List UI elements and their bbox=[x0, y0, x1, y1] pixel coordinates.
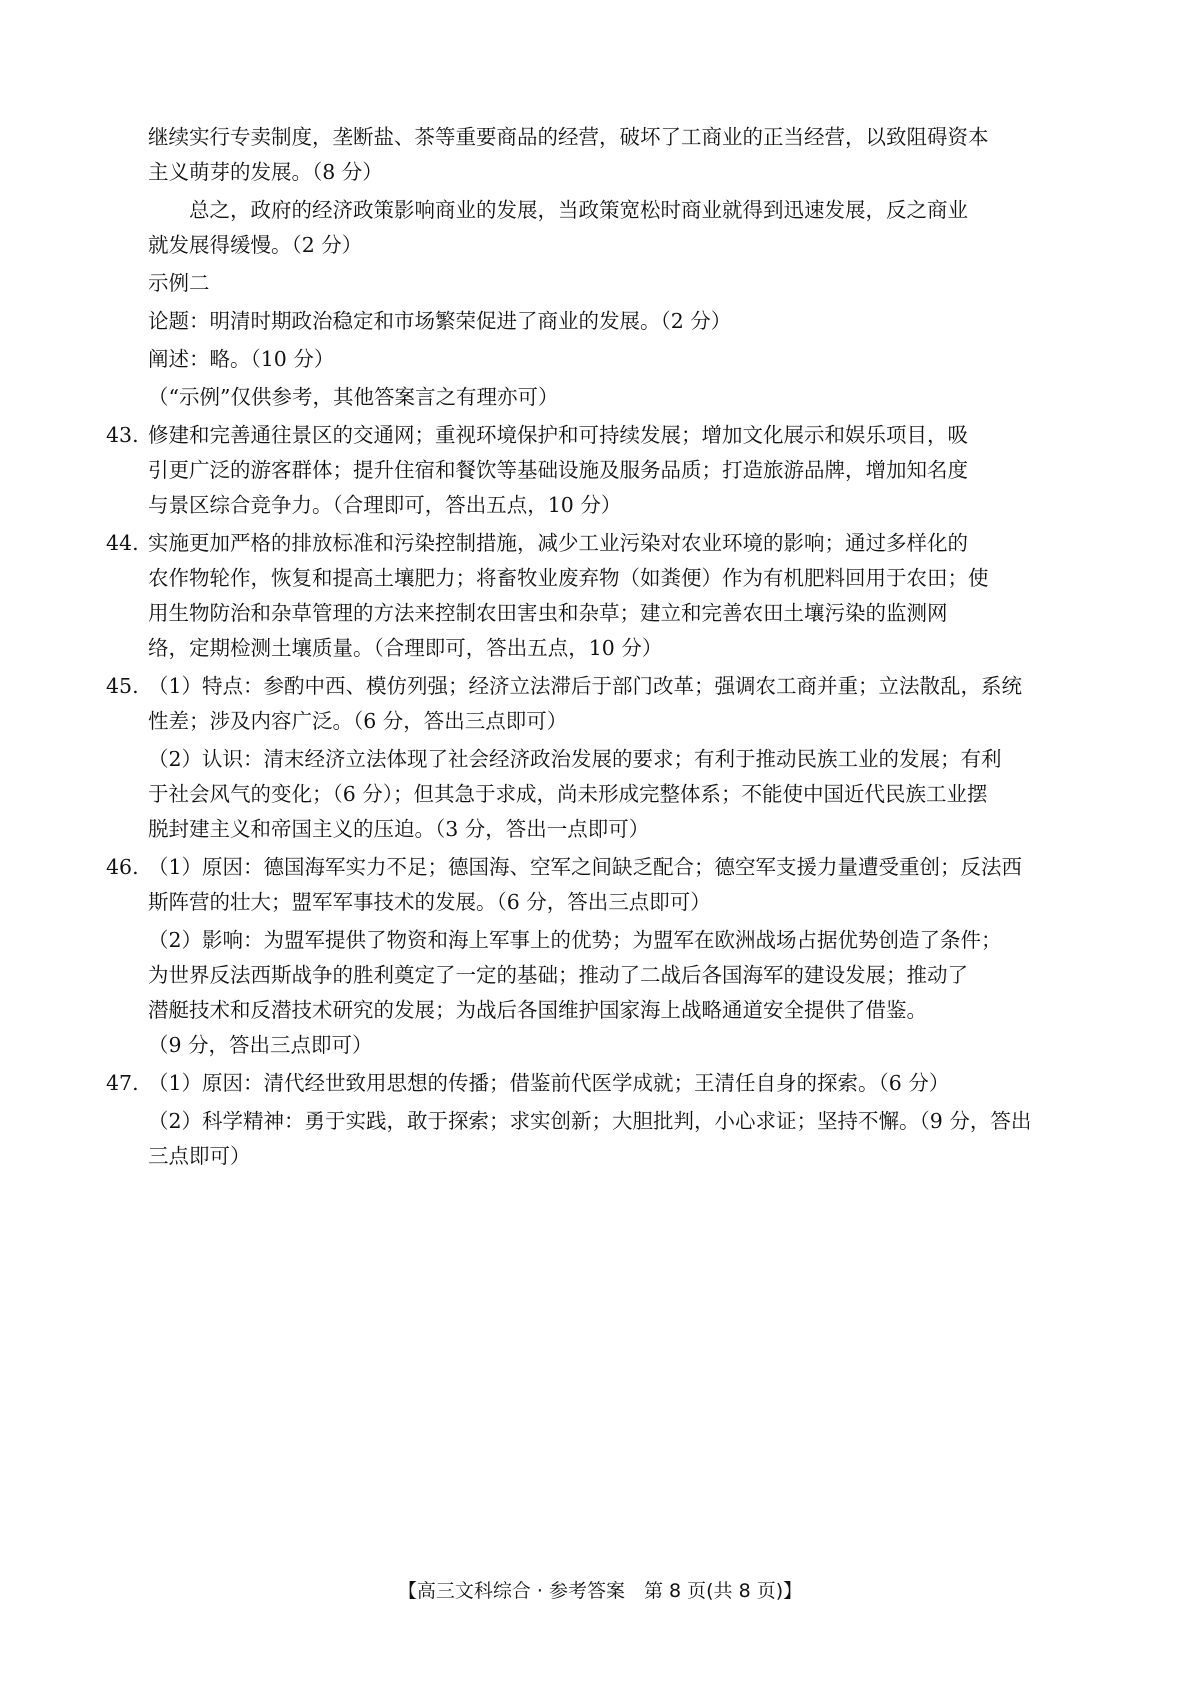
text-line: （2）科学精神：勇于实践，敢于探索；求实创新；大胆批判，小心求证；坚持不懈。（9 分，答出 bbox=[148, 1109, 1032, 1133]
text-line: 三点即可） bbox=[148, 1144, 251, 1168]
reference-note: （“示例”仅供参考，其他答案言之有理亦可） bbox=[148, 385, 559, 409]
text-line: 就发展得缓慢。（2 分） bbox=[148, 233, 363, 257]
question-number: 43. bbox=[106, 423, 139, 447]
question-number: 46. bbox=[106, 855, 139, 879]
text-line: 总之，政府的经济政策影响商业的发展，当政策宽松时商业就得到迅速发展，反之商业 bbox=[189, 198, 968, 222]
text-line: 性差；涉及内容广泛。（6 分，答出三点即可） bbox=[148, 709, 568, 733]
question-number: 45. bbox=[106, 674, 139, 698]
text-line: （1）原因：德国海军实力不足；德国海、空军之间缺乏配合；德空军支援力量遭受重创；反法西 bbox=[148, 855, 1023, 879]
text-line: （2）影响：为盟军提供了物资和海上军事上的优势；为盟军在欧洲战场占据优势创造了条件； bbox=[148, 928, 1002, 952]
text-line: 农作物轮作，恢复和提高土壤肥力；将畜牧业废弃物（如粪便）作为有机肥料回用于农田；使 bbox=[148, 566, 989, 590]
question-number: 44. bbox=[106, 531, 139, 555]
text-line: 实施更加严格的排放标准和污染控制措施，减少工业污染对农业环境的影响；通过多样化的 bbox=[148, 531, 968, 555]
text-line: 斯阵营的壮大；盟军军事技术的发展。（6 分，答出三点即可） bbox=[148, 890, 711, 914]
text-line: （1）原因：清代经世致用思想的传播；借鉴前代医学成就；王清任自身的探索。（6 分） bbox=[148, 1071, 950, 1095]
question-45 bbox=[106, 669, 1086, 847]
question-part-2 bbox=[148, 1104, 1086, 1174]
elaboration-line: 阐述：略。（10 分） bbox=[148, 347, 335, 371]
text-line: 用生物防治和杂草管理的方法来控制农田害虫和杂草；建立和完善农田土壤污染的监测网 bbox=[148, 601, 948, 625]
question-47 bbox=[106, 1066, 1086, 1174]
text-line: 修建和完善通往景区的交通网；重视环境保护和可持续发展；增加文化展示和娱乐项目，吸 bbox=[148, 423, 968, 447]
text-line: 为世界反法西斯战争的胜利奠定了一定的基础；推动了二战后各国海军的建设发展；推动了 bbox=[148, 963, 968, 987]
question-part-1 bbox=[148, 850, 1086, 920]
text-line: 与景区综合竞争力。（合理即可，答出五点，10 分） bbox=[148, 493, 622, 517]
question-43 bbox=[106, 418, 1086, 523]
question-part-1 bbox=[148, 1066, 1086, 1101]
text-line: 继续实行专卖制度，垄断盐、茶等重要商品的经营，破坏了工商业的正当经营，以致阻碍资本 bbox=[148, 125, 989, 149]
page-footer: 【高三文科综合 · 参考答案 第 8 页(共 8 页)】 bbox=[397, 1580, 803, 1602]
continuation-paragraph bbox=[148, 120, 1086, 190]
text-line: 主义萌芽的发展。（8 分） bbox=[148, 160, 383, 184]
question-46 bbox=[106, 850, 1086, 1063]
question-44 bbox=[106, 526, 1086, 666]
text-line: 潜艇技术和反潜技术研究的发展；为战后各国维护国家海上战略通道安全提供了借鉴。 bbox=[148, 998, 927, 1022]
text-line: 引更广泛的游客群体；提升住宿和餐饮等基础设施及服务品质；打造旅游品牌，增加知名度 bbox=[148, 458, 968, 482]
text-line: （9 分，答出三点即可） bbox=[148, 1033, 373, 1057]
text-line: 脱封建主义和帝国主义的压迫。（3 分，答出一点即可） bbox=[148, 817, 650, 841]
text-line: 络，定期检测土壤质量。（合理即可，答出五点，10 分） bbox=[148, 636, 663, 660]
question-part-2 bbox=[148, 923, 1086, 1063]
text-line: （2）认识：清末经济立法体现了社会经济政治发展的要求；有利于推动民族工业的发展；有利 bbox=[148, 747, 1002, 771]
question-part-1 bbox=[148, 669, 1086, 739]
question-part-2 bbox=[148, 742, 1086, 847]
example2-label: 示例二 bbox=[148, 271, 210, 295]
answer-content bbox=[106, 120, 1086, 1174]
summary-paragraph bbox=[148, 193, 1086, 263]
question-number: 47. bbox=[106, 1071, 139, 1095]
text-line: （1）特点：参酌中西、模仿列强；经济立法滞后于部门改革；强调农工商并重；立法散乱，系统 bbox=[148, 674, 1023, 698]
thesis-line: 论题：明清时期政治稳定和市场繁荣促进了商业的发展。（2 分） bbox=[148, 309, 732, 333]
text-line: 于社会风气的变化；（6 分）；但其急于求成，尚未形成完整体系；不能使中国近代民族工业摆 bbox=[148, 782, 988, 806]
